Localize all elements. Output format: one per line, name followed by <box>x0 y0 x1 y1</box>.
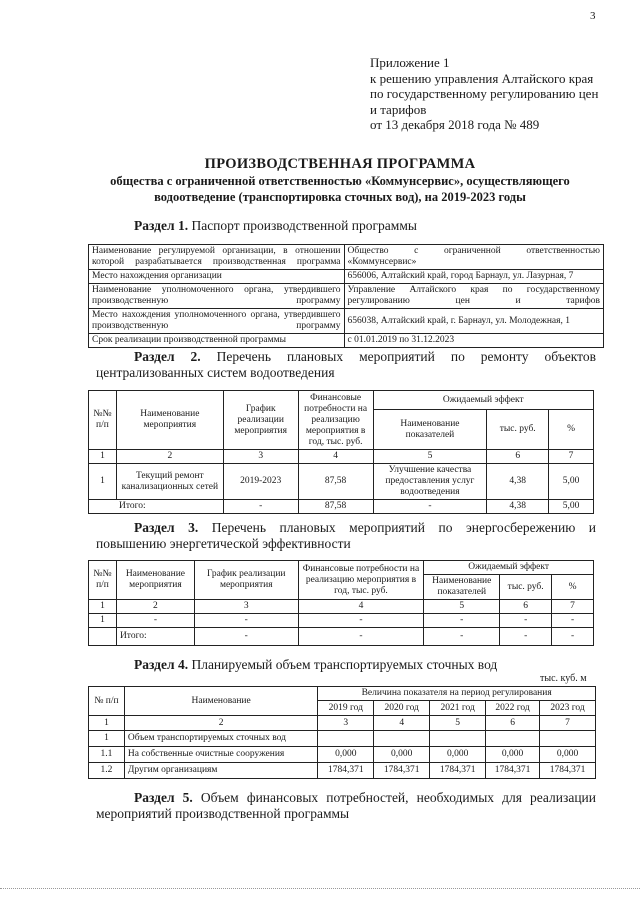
header-name: Наименование мероприятия <box>116 561 194 600</box>
table-cell <box>540 731 596 747</box>
header-rub: тыс. руб. <box>500 575 552 600</box>
index-cell: 2 <box>116 600 194 614</box>
table-cell: Улучшение качества предоставления услуг водоотведения <box>373 464 487 500</box>
table-cell <box>374 731 430 747</box>
header-schedule: График реализации мероприятия <box>223 391 298 450</box>
index-cell: 6 <box>487 450 549 464</box>
table-cell: - <box>424 614 500 628</box>
table-row <box>89 731 596 747</box>
section2-label: Раздел 2. <box>134 349 201 364</box>
index-cell: 2 <box>124 716 317 731</box>
table-cell: 0,000 <box>374 747 430 763</box>
header-indicator: Наименование показателей <box>373 410 487 450</box>
table-cell: 1784,371 <box>374 763 430 779</box>
index-cell: 4 <box>374 716 430 731</box>
section1-label: Раздел 1. <box>134 218 189 233</box>
passport-key: Место нахождения организации <box>89 270 345 284</box>
appendix-line: по государственному регулированию цен <box>370 86 599 101</box>
repair-measures-table <box>88 390 594 514</box>
table-cell: - <box>500 628 552 646</box>
table-cell: 5,00 <box>549 500 594 514</box>
index-cell: 3 <box>223 450 298 464</box>
index-cell: 5 <box>373 450 487 464</box>
table-cell: - <box>552 614 594 628</box>
table-cell: - <box>223 500 298 514</box>
table-row <box>89 309 604 334</box>
header-num: № п/п <box>89 687 125 716</box>
title-line-2: общества с ограниченной ответственностью «Коммунсервис», осуществляющего <box>110 174 570 188</box>
table-cell: 4,38 <box>487 500 549 514</box>
table-row <box>89 763 596 779</box>
table-row <box>89 500 594 514</box>
table-cell: 2019-2023 <box>223 464 298 500</box>
unit-label: тыс. куб. м <box>540 673 587 684</box>
table-row <box>89 284 604 309</box>
section1-heading <box>134 218 417 234</box>
table-cell: - <box>500 614 552 628</box>
index-cell: 5 <box>424 600 500 614</box>
index-cell: 4 <box>298 450 373 464</box>
table-cell: 0,000 <box>430 747 486 763</box>
passport-key: Срок реализации производственной программы <box>89 334 345 348</box>
passport-value: Управление Алтайского края по государственному регулированию цен и тарифов <box>344 284 604 309</box>
table-cell: 87,58 <box>298 464 373 500</box>
header-num: №№ п/п <box>89 391 117 450</box>
header-pct: % <box>552 575 594 600</box>
table-row <box>89 600 594 614</box>
index-cell: 6 <box>486 716 540 731</box>
table-row <box>89 747 596 763</box>
table-row <box>89 628 594 646</box>
section3-text: Перечень плановых мероприятий по энергосбережению и повышению энергетической эффективности <box>96 520 597 551</box>
header-name: Наименование мероприятия <box>116 391 223 450</box>
table-cell: - <box>298 628 424 646</box>
section3-heading <box>96 520 596 552</box>
volume-table <box>88 686 596 779</box>
passport-value: 656038, Алтайский край, г. Барнаул, ул. Молодежная, 1 <box>344 309 604 334</box>
passport-value: 656006, Алтайский край, город Барнаул, ул. Лазурная, 7 <box>344 270 604 284</box>
table-cell: 1784,371 <box>486 763 540 779</box>
appendix-line: к решению управления Алтайского края <box>370 70 594 86</box>
table-cell: Текущий ремонт канализационных сетей <box>116 464 223 500</box>
index-cell: 4 <box>298 600 424 614</box>
index-cell: 7 <box>552 600 594 614</box>
header-period: Величина показателя на период регулирования <box>318 687 596 701</box>
table-cell: - <box>424 628 500 646</box>
title-line-3: водоотведение (транспортировка сточных вод), на 2019-2023 годы <box>154 190 526 204</box>
table-row <box>89 245 604 270</box>
table-row <box>89 614 594 628</box>
table-cell: 0,000 <box>486 747 540 763</box>
index-cell: 7 <box>540 716 596 731</box>
section5-text-line1: Объем финансовых потребностей, необходимых для реализации <box>200 790 597 805</box>
section5-text-line2: мероприятий производственной программы <box>96 806 350 821</box>
appendix-line: Приложение 1 <box>370 55 450 70</box>
table-cell: 1 <box>89 731 125 747</box>
table-cell: - <box>298 614 424 628</box>
index-cell: 6 <box>500 600 552 614</box>
table-cell: 87,58 <box>298 500 373 514</box>
table-cell: - <box>552 628 594 646</box>
header-year: 2019 год <box>318 701 374 716</box>
index-cell: 3 <box>318 716 374 731</box>
page-edge-divider <box>0 888 640 889</box>
energy-measures-table <box>88 560 594 646</box>
document-title <box>60 155 620 205</box>
section2-heading <box>96 349 596 381</box>
passport-value: Общество с ограниченной ответственностью «Коммунсервис» <box>344 245 604 270</box>
table-cell <box>318 731 374 747</box>
table-row <box>89 561 594 575</box>
header-rub: тыс. руб. <box>487 410 549 450</box>
table-cell: 1.2 <box>89 763 125 779</box>
table-cell <box>486 731 540 747</box>
index-cell: 1 <box>89 600 117 614</box>
index-cell: 5 <box>430 716 486 731</box>
title-line-1: ПРОИЗВОДСТВЕННАЯ ПРОГРАММА <box>204 156 476 172</box>
appendix-line: и тарифов <box>370 101 427 117</box>
table-cell: 4,38 <box>487 464 549 500</box>
index-cell: 2 <box>116 450 223 464</box>
section4-heading <box>134 657 497 673</box>
table-cell <box>430 731 486 747</box>
header-year: 2022 год <box>486 701 540 716</box>
index-cell: 7 <box>549 450 594 464</box>
section4-text: Планируемый объем транспортируемых сточных вод <box>191 657 498 672</box>
header-effect: Ожидаемый эффект <box>373 391 593 410</box>
index-cell: 1 <box>89 716 125 731</box>
table-cell <box>89 628 117 646</box>
header-finance: Финансовые потребности на реализацию мероприятия в год, тыс. руб. <box>298 391 373 450</box>
section4-label: Раздел 4. <box>134 657 189 672</box>
table-cell: 1784,371 <box>430 763 486 779</box>
header-year: 2020 год <box>374 701 430 716</box>
table-cell: 1.1 <box>89 747 125 763</box>
table-row <box>89 450 594 464</box>
table-cell: 1784,371 <box>318 763 374 779</box>
table-cell: 0,000 <box>318 747 374 763</box>
table-cell: 1 <box>89 614 117 628</box>
header-indicator: Наименование показателей <box>424 575 500 600</box>
appendix-line: от 13 декабря 2018 года № 489 <box>370 117 540 132</box>
table-cell: 1 <box>89 464 117 500</box>
header-pct: % <box>549 410 594 450</box>
table-cell: 0,000 <box>540 747 596 763</box>
table-cell: На собственные очистные сооружения <box>124 747 317 763</box>
header-year: 2023 год <box>540 701 596 716</box>
index-cell: 3 <box>194 600 298 614</box>
page-number: 3 <box>590 10 596 22</box>
table-row <box>89 687 596 701</box>
passport-key: Место нахождения уполномоченного органа, утвердившего производственную программу <box>89 309 345 334</box>
header-effect: Ожидаемый эффект <box>424 561 594 575</box>
passport-value: с 01.01.2019 по 31.12.2023 <box>344 334 604 348</box>
section1-text: Паспорт производственной программы <box>191 218 417 233</box>
section5-label: Раздел 5. <box>134 790 193 805</box>
table-cell: - <box>194 614 298 628</box>
header-year: 2021 год <box>430 701 486 716</box>
total-label: Итого: <box>116 628 194 646</box>
table-cell: 1784,371 <box>540 763 596 779</box>
table-cell: - <box>373 500 487 514</box>
header-schedule: График реализации мероприятия <box>194 561 298 600</box>
section5-heading <box>96 790 596 822</box>
table-row <box>89 391 594 410</box>
section3-label: Раздел 3. <box>134 520 199 535</box>
table-row <box>89 716 596 731</box>
table-row <box>89 334 604 348</box>
header-finance: Финансовые потребности на реализацию мероприятия в год, тыс. руб. <box>298 561 424 600</box>
table-cell: Другим организациям <box>124 763 317 779</box>
passport-key: Наименование уполномоченного органа, утвердившего производственную программу <box>89 284 345 309</box>
passport-table <box>88 244 604 348</box>
header-num: №№ п/п <box>89 561 117 600</box>
header-name: Наименование <box>124 687 317 716</box>
section2-text: Перечень плановых мероприятий по ремонту объектов централизованных систем водоотведения <box>96 349 596 380</box>
table-cell: Объем транспортируемых сточных вод <box>124 731 317 747</box>
table-row <box>89 464 594 500</box>
index-cell: 1 <box>89 450 117 464</box>
table-cell: 5,00 <box>549 464 594 500</box>
table-cell: - <box>194 628 298 646</box>
passport-key: Наименование регулируемой организации, в отношении которой разрабатывается производственная программа <box>89 245 345 270</box>
table-cell: - <box>116 614 194 628</box>
total-label: Итого: <box>89 500 224 514</box>
appendix-block <box>370 55 620 133</box>
table-row <box>89 270 604 284</box>
